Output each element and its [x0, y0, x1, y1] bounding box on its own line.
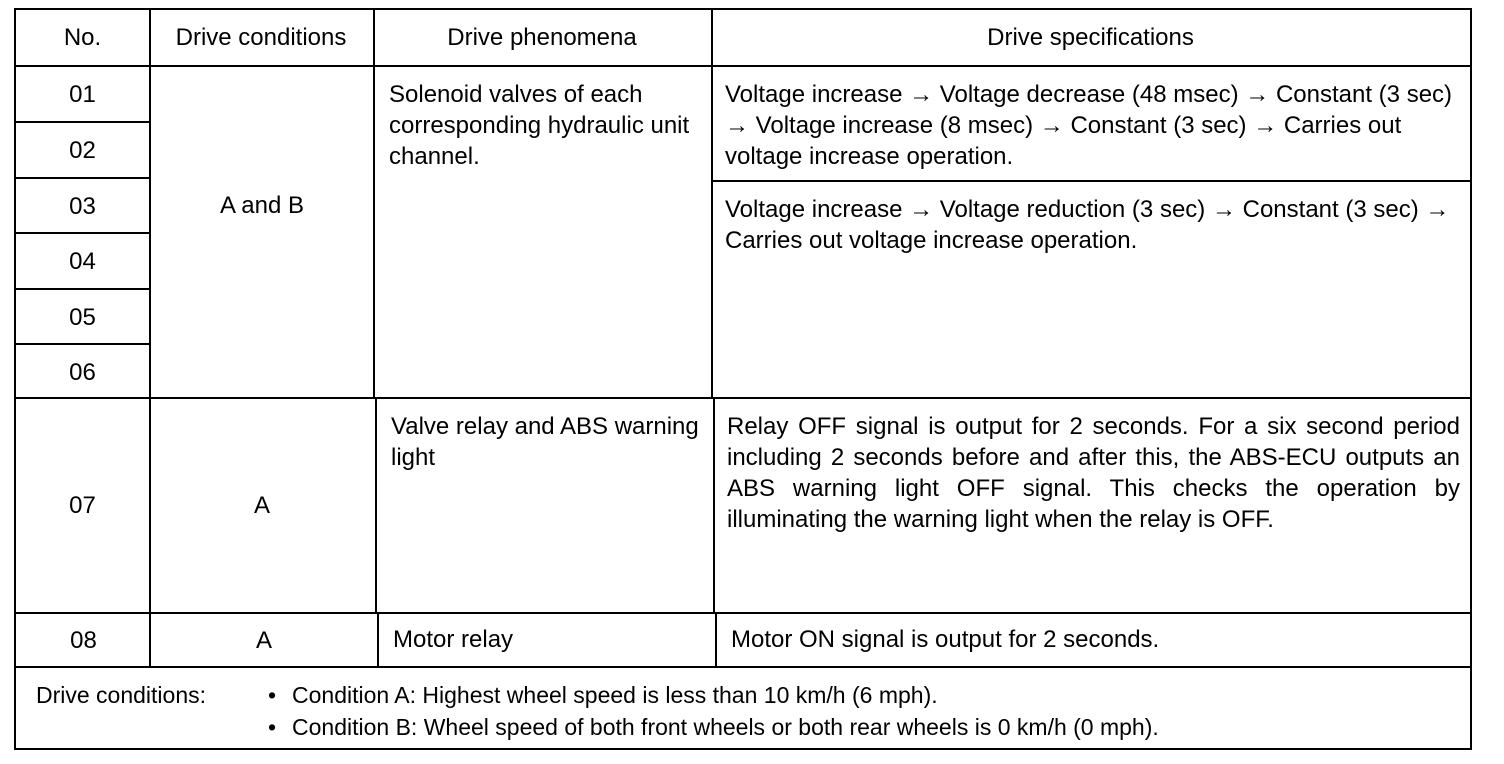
header-drive-phenomena: Drive phenomena — [447, 24, 637, 51]
row-divider — [16, 121, 149, 123]
conditions-a-and-b: A and B — [219, 191, 305, 219]
row-divider — [16, 612, 1470, 614]
header-divider — [16, 65, 1470, 67]
row-number-05: 05 — [69, 304, 96, 331]
spec-rows-03-06: Voltage increase → Voltage reduction (3 sec) → Constant (3 sec) → Carries out voltage increase operation. — [725, 196, 1450, 254]
row-divider — [16, 232, 149, 234]
bullet-icon: • — [268, 714, 277, 740]
column-divider — [713, 399, 715, 614]
drive-conditions-notes — [16, 666, 1470, 748]
conditions-row-07: A — [253, 492, 270, 519]
drive-specifications-table — [14, 8, 1472, 750]
column-divider — [373, 10, 375, 399]
notes-label: Drive conditions: — [36, 682, 207, 708]
note-condition-a — [268, 680, 938, 711]
group-divider — [16, 397, 1470, 399]
spec-divider — [713, 180, 1470, 182]
spec-rows-01-02: Voltage increase → Voltage decrease (48 msec) → Constant (3 sec) → Voltage increase (8 msec) → Constant (3 sec) → Carries out voltage increase operation. — [725, 81, 1453, 170]
row-divider — [16, 177, 149, 179]
header-drive-specifications: Drive specifications — [987, 24, 1194, 51]
row-number-04: 04 — [69, 248, 96, 275]
row-number-07: 07 — [69, 492, 96, 519]
row-number-08: 08 — [70, 626, 97, 654]
note-condition-b-text: Condition B: Wheel speed of both front wheels or both rear wheels is 0 km/h (0 mph). — [292, 714, 1159, 740]
row-number-01: 01 — [69, 81, 96, 108]
phenomena-valve-relay: Valve relay and ABS warning light — [391, 413, 699, 471]
spec-row-08: Motor ON signal is output for 2 seconds. — [731, 626, 1160, 653]
row-divider — [16, 288, 149, 290]
header-drive-conditions: Drive conditions — [175, 24, 347, 51]
note-condition-b — [268, 712, 1159, 743]
note-condition-a-text: Condition A: Highest wheel speed is less than 10 km/h (6 mph). — [292, 682, 938, 708]
notes-divider — [16, 666, 1470, 668]
bullet-icon: • — [268, 682, 277, 708]
row-number-02: 02 — [69, 137, 96, 164]
column-divider — [149, 10, 151, 666]
header-no: No. — [63, 24, 102, 51]
spec-row-07: Relay OFF signal is output for 2 seconds. For a six second period including 2 seconds before and after this, the ABS-ECU outputs an ABS warning light OFF signal. This checks the operation by illuminating the warning light when the relay is OFF. — [727, 413, 1460, 533]
column-divider — [711, 10, 713, 399]
row-number-03: 03 — [69, 193, 96, 220]
phenomena-motor-relay: Motor relay — [393, 626, 514, 653]
phenomena-solenoid-valves: Solenoid valves of each corresponding hydraulic unit channel. — [389, 81, 690, 170]
column-divider — [375, 399, 377, 614]
column-divider — [377, 614, 379, 666]
conditions-row-08: A — [255, 626, 272, 654]
row-divider — [16, 343, 149, 345]
column-divider — [715, 614, 717, 666]
row-number-06: 06 — [69, 359, 96, 386]
